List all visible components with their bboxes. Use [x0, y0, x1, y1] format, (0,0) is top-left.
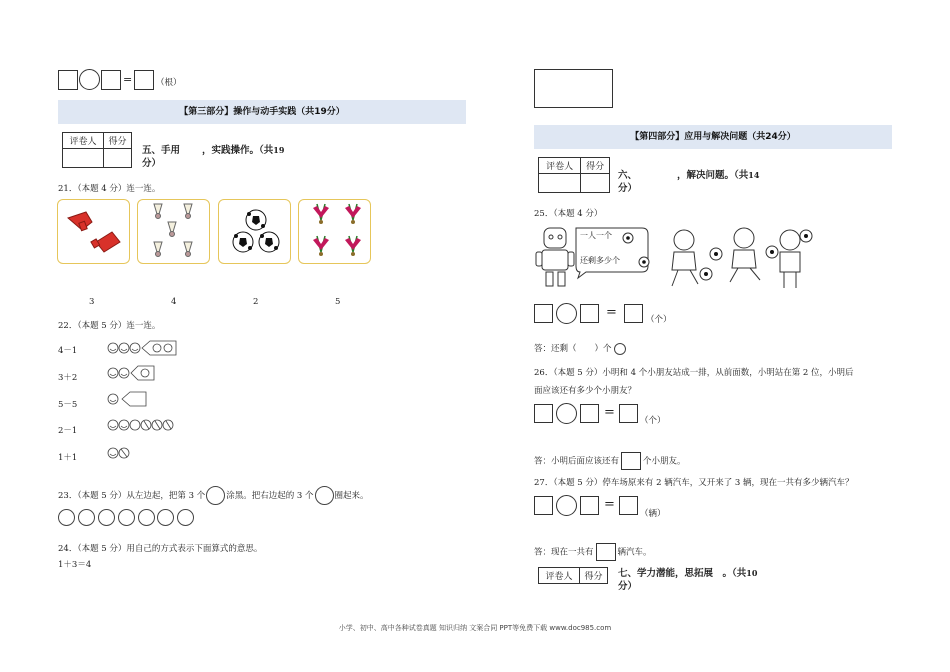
q22-label: 22．（本题 5 分）连一连。 — [58, 321, 161, 331]
q21-number: 5 — [335, 297, 341, 307]
football-icon — [614, 343, 626, 355]
whistle-icon — [58, 200, 131, 265]
heading-part: 分） — [618, 581, 638, 592]
shuttlecock-icon — [138, 200, 211, 265]
q22-expression: 2－1 — [58, 426, 78, 436]
answer-box[interactable] — [580, 304, 599, 323]
answer-part: ）个 — [594, 344, 612, 354]
q26-answer — [534, 452, 686, 470]
q21-number: 3 — [89, 297, 95, 307]
heading-part: ，思拓展 。（共 — [675, 568, 747, 579]
q22-expression: 4－1 — [58, 346, 78, 356]
heading-part: 分） — [142, 158, 162, 169]
answer-box[interactable] — [534, 304, 553, 323]
grader-header: 评卷人 — [539, 158, 581, 174]
feather-icon — [299, 200, 372, 265]
q21-number: 4 — [171, 297, 177, 307]
answer-part: 辆汽车。 — [617, 547, 652, 558]
grader-table — [538, 157, 610, 193]
q22-expression: 1＋1 — [58, 453, 78, 463]
answer-box[interactable] — [534, 496, 553, 515]
answer-part: 答：还剩（ — [534, 344, 577, 354]
unit-label: （辆） — [640, 509, 666, 519]
grader-cell[interactable] — [63, 149, 104, 168]
operator-circle[interactable] — [556, 303, 577, 324]
smiley-icon[interactable] — [157, 509, 174, 526]
shuttlecock-picture — [137, 199, 210, 264]
score-cell[interactable] — [104, 149, 132, 168]
q27-label: 27．（本题 5 分）停车场原来有 2 辆汽车，又开来了 3 辆，现在一共有多少辆汽车？ — [534, 478, 854, 488]
section-6-heading — [618, 169, 759, 195]
q26-line2: 面应该还有多少个小朋友？ — [534, 386, 637, 396]
q22-expression: 3＋2 — [58, 373, 78, 383]
heading-part: ，实践操作。（共 — [202, 145, 274, 156]
page-footer: 小学、初中、高中各种试卷真题 知识归纳 文案合同 PPT等免费下载 www.doc985.com — [338, 624, 612, 632]
answer-blank-box[interactable] — [596, 543, 616, 561]
q23-text-part: 圈起来。 — [334, 491, 369, 501]
smiley-icon[interactable] — [78, 509, 95, 526]
smiley-icon[interactable] — [98, 509, 115, 526]
answer-box[interactable] — [58, 70, 78, 90]
answer-box[interactable] — [534, 404, 553, 423]
answer-box[interactable] — [619, 404, 638, 423]
football-picture — [218, 199, 291, 264]
score-cell[interactable] — [581, 174, 610, 193]
q23-text-part: 涂黑。把右边起的 3 个 — [226, 491, 314, 501]
heading-part: 分） — [618, 183, 638, 194]
q22-expression: 5－5 — [58, 400, 78, 410]
smiley-icon[interactable] — [138, 509, 155, 526]
answer-part: 答：小明后面应该还有 — [534, 456, 620, 467]
feather-shuttle-picture — [298, 199, 371, 264]
operator-circle[interactable] — [556, 403, 577, 424]
heading-points: 14 — [748, 170, 760, 180]
q23-text — [58, 486, 369, 505]
score-header: 得分 — [580, 568, 608, 584]
equals-sign: = — [604, 405, 615, 420]
section-5-heading — [142, 144, 284, 170]
section-3-title: 【第三部分】操作与动手实践（共19分） — [58, 100, 466, 124]
answer-part: 答：现在一共有 — [534, 547, 594, 558]
grader-header: 评卷人 — [63, 133, 104, 149]
q27-answer — [534, 543, 652, 561]
heading-part: 六、 — [618, 170, 638, 181]
grader-cell[interactable] — [539, 174, 581, 193]
answer-box[interactable] — [619, 496, 638, 515]
q21-label: 21．（本题 4 分）连一连。 — [58, 184, 161, 194]
smiley-icon — [206, 486, 225, 505]
answer-blank-box[interactable] — [621, 452, 641, 470]
smiley-icon[interactable] — [177, 509, 194, 526]
answer-box[interactable] — [101, 70, 121, 90]
equals-sign: = — [606, 305, 617, 320]
answer-box[interactable] — [134, 70, 154, 90]
answer-box[interactable] — [580, 496, 599, 515]
whistle-picture — [57, 199, 130, 264]
q25-picture — [534, 222, 814, 292]
heading-part: 五、手用 — [142, 145, 181, 156]
smiley-icon[interactable] — [58, 509, 75, 526]
section-4-title: 【第四部分】应用与解决问题（共24分） — [534, 125, 892, 149]
q26-line1: 26．（本题 5 分）小明和 4 个小朋友站成一排，从前面数，小明站在第 2 位，小明后 — [534, 368, 854, 378]
score-header: 得分 — [581, 158, 610, 174]
football-icon — [219, 200, 292, 265]
q21-number: 2 — [253, 297, 259, 307]
unit-label: （个） — [646, 315, 672, 325]
smiley-icon — [315, 486, 334, 505]
answer-box[interactable] — [580, 404, 599, 423]
unit-label: （根） — [156, 78, 182, 88]
unit-label: （个） — [640, 416, 666, 426]
heading-points: 10 — [746, 568, 758, 578]
q23-text-part: 23．（本题 5 分）从左边起，把第 3 个 — [58, 491, 206, 501]
grader-table — [538, 567, 608, 584]
grader-table — [62, 132, 132, 168]
q25-label: 25．（本题 4 分） — [534, 209, 603, 219]
answer-box[interactable] — [624, 304, 643, 323]
speech-bubble-text-1: 一人一个 — [580, 231, 612, 240]
answer-part: 个小朋友。 — [643, 456, 686, 467]
equals-sign: = — [604, 497, 615, 512]
heading-part: ，解决问题。（共 — [677, 170, 749, 181]
speech-bubble-text-2: 还剩多少个 — [580, 256, 620, 265]
q25-answer — [534, 342, 626, 355]
smiley-icon[interactable] — [118, 509, 135, 526]
operator-circle[interactable] — [556, 495, 577, 516]
q24-expression: 1＋3＝4 — [58, 560, 92, 570]
equals-sign: = — [123, 73, 133, 86]
section-7-heading — [618, 567, 757, 593]
q22-faces-picture — [106, 339, 186, 464]
heading-part: 七、学力潜能 — [618, 568, 676, 579]
grader-header: 评卷人 — [539, 568, 580, 584]
q23-smiley-row — [58, 509, 194, 526]
heading-points: 19 — [273, 145, 285, 155]
score-header: 得分 — [104, 133, 132, 149]
answer-box-large[interactable] — [534, 69, 613, 108]
q24-label: 24．（本题 5 分）用自己的方式表示下面算式的意思。 — [58, 544, 263, 554]
operator-circle[interactable] — [79, 69, 100, 90]
